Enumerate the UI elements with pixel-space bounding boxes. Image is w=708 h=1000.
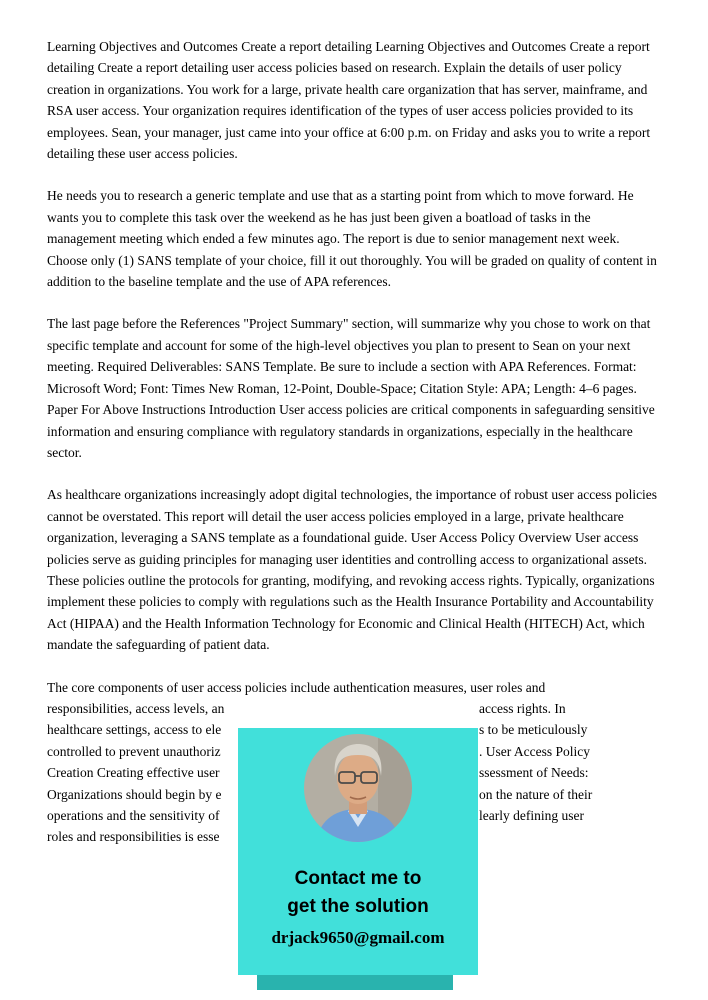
text-fragment-right: s to be meticulously xyxy=(479,722,588,738)
text-fragment-right: access rights. In xyxy=(479,700,566,716)
card-footer-strip xyxy=(257,975,453,990)
paragraph: Learning Objectives and Outcomes Create a report detailing Learning Objectives and Outcomes Create a report detailing Create a report detailing user access policies based on research. Explain the details of user policy creation in organizations. You work for a large, private health care organization that has server, mainframe, and RSA user access. Your organization requires identification of the types of user access policies provided to its employees. Sean, your manager, just came into your office at 6:00 p.m. on Friday and asks you to write a report detailing these user access policies. xyxy=(47,39,651,162)
text-fragment-left: operations and the sensitivity of xyxy=(47,807,220,823)
text-fragment-right: learly defining user xyxy=(479,807,584,823)
text-fragment-right: on the nature of their xyxy=(479,786,593,802)
contact-heading-line-2: get the solution xyxy=(287,896,429,917)
text-fragment-right: ssessment of Needs: xyxy=(479,765,589,781)
text-fragment-left: responsibilities, access levels, an xyxy=(47,700,225,716)
paragraph: As healthcare organizations increasingly adopt digital technologies, the importance of robust user access policies cannot be overstated. This report will detail the user access policies employed in a large, private healthcare organization, leveraging a SANS template as a foundational guide. User Access Policy Overview User access policies serve as guiding principles for managing user identities and controlling access to organizational assets. These policies outline the protocols for granting, modifying, and revoking access rights. Typically, organizations implement these policies to comply with regulations such as the Health Insurance Portability and Accountability Act (HIPAA) and the Health Information Technology for Economic and Clinical Health (HITECH) Act, which mandate the safeguarding of patient data. xyxy=(47,487,658,653)
text-fragment-left: healthcare settings, access to ele xyxy=(47,722,222,738)
contact-email: drjack9650@gmail.com xyxy=(271,928,445,947)
contact-heading xyxy=(238,865,478,921)
text-fragment-left: Organizations should begin by e xyxy=(47,786,222,802)
paragraph: The last page before the References "Project Summary" section, will summarize why you chose to work on that specific template and account for some of the high-level objectives you plan to present to Sean on your next meeting. Required Deliverables: SANS Template. Be sure to include a section with APA References. Format: Microsoft Word; Font: Times New Roman, 12-Point, Double-Space; Citation Style: APA; Length: 4–6 pages. Paper For Above Instructions Introduction User access policies are critical components in safeguarding sensitive information and ensuring compliance with regulatory standards in organizations, especially in the healthcare sector. xyxy=(47,316,655,460)
text-fragment-left: roles and responsibilities is esse xyxy=(47,829,220,845)
document-text xyxy=(47,36,661,848)
text-fragment-left: controlled to prevent unauthoriz xyxy=(47,743,221,759)
text-fragment-left: Creation Creating effective user xyxy=(47,765,220,781)
text-line xyxy=(47,698,661,719)
paragraph: He needs you to research a generic template and use that as a starting point from which to move forward. He wants you to complete this task over the weekend as he has just been given a boatload of tasks in the management meeting which ended a few minutes ago. The report is due to senior management next week. Choose only (1) SANS template of your choice, fill it out thoroughly. You will be graded on quality of content in addition to the baseline template and the use of APA references. xyxy=(47,188,657,290)
contact-heading-line-1: Contact me to xyxy=(294,868,422,889)
text-fragment-right: . User Access Policy xyxy=(479,743,590,759)
contact-overlay-card xyxy=(238,728,478,975)
man-portrait-icon xyxy=(304,734,412,842)
avatar xyxy=(304,734,412,842)
text-line xyxy=(47,677,661,698)
text-fragment-left: The core components of user access policies include authentication measures, user roles and xyxy=(47,679,546,695)
